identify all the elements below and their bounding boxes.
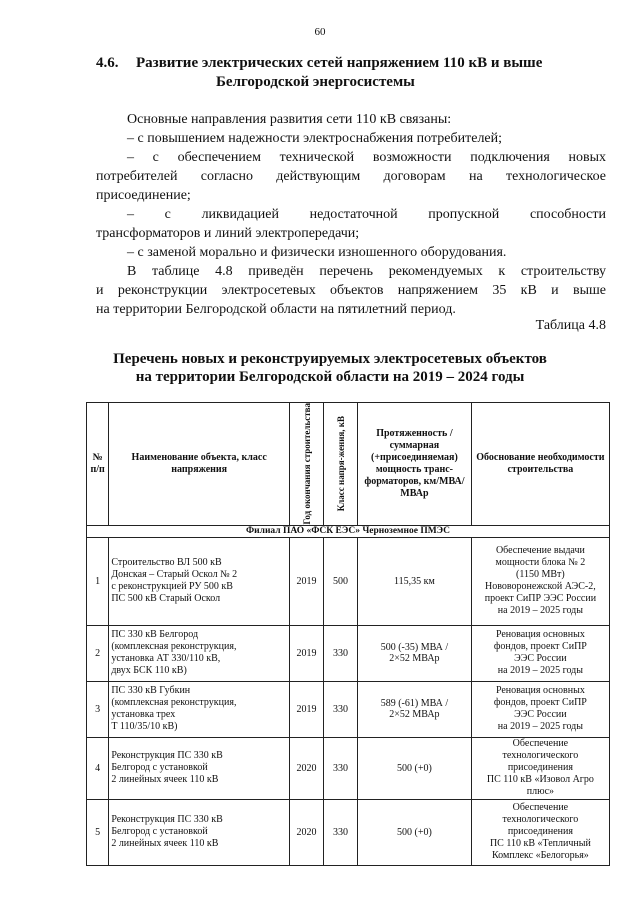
cell-justification-line: фондов, проект СиПР (493, 697, 587, 709)
body-line: – с заменой морально и физически изношенного оборудования. (127, 245, 507, 260)
section-title-line2: Белгородской энергосистемы (216, 74, 415, 90)
cell-name-line: Донская – Старый Оскол № 2 (111, 569, 238, 581)
cell-name (109, 625, 290, 681)
cell-class: 500 (324, 537, 358, 625)
table-row (87, 737, 610, 799)
cell-year: 2020 (290, 799, 324, 865)
cell-name-line: ПС 330 кВ Белгород (111, 629, 199, 641)
cell-justification-line: Обеспечение (512, 802, 569, 814)
cell-name-line: (комплексная реконструкция, (111, 697, 237, 709)
facilities-table (86, 402, 610, 866)
cell-name-line: (комплексная реконструкция, (111, 641, 237, 653)
section-heading (96, 54, 596, 92)
cell-class: 330 (324, 681, 358, 737)
body-line: на территории Белгородской области на пятилетний период. (96, 302, 456, 317)
cell-name-line: Строительство ВЛ 500 кВ (111, 557, 222, 569)
header-year (290, 403, 324, 526)
cell-year: 2019 (290, 681, 324, 737)
cell-name-line: с реконструкцией РУ 500 кВ (111, 581, 233, 593)
cell-justification (471, 537, 609, 625)
cell-justification-line: на 2019 – 2025 годы (497, 721, 583, 733)
cell-name (109, 681, 290, 737)
body-line: трансформаторов и линий электропередачи; (96, 226, 360, 241)
cell-class: 330 (324, 625, 358, 681)
table-row (87, 799, 610, 865)
cell-name-line: ПС 500 кВ Старый Оскол (111, 593, 221, 605)
cell-num: 2 (87, 625, 109, 681)
cell-num: 5 (87, 799, 109, 865)
cell-num: 4 (87, 737, 109, 799)
cell-name-line: Белгород с установкой (111, 826, 208, 838)
table-header-row (87, 403, 610, 526)
cell-justification-line: ЭЭС России (514, 709, 567, 721)
cell-justification-line: (1150 МВт) (516, 569, 565, 581)
cell-name-line: Т 110/35/10 кВ) (111, 721, 178, 733)
cell-justification-line: проект СиПР ЭЭС России (484, 593, 597, 605)
body-line: – с повышением надежности электроснабжения потребителей; (127, 131, 503, 146)
cell-justification-line: на 2019 – 2025 годы (497, 665, 583, 677)
cell-length-line: 589 (-61) МВА / (380, 698, 449, 710)
cell-length (358, 799, 472, 865)
cell-length-line: 500 (-35) МВА / (380, 642, 449, 654)
cell-justification (471, 737, 609, 799)
cell-num: 3 (87, 681, 109, 737)
section-title-line1: Развитие электрических сетей напряжением 110 кВ и выше (136, 55, 543, 71)
header-year-text: Год окончания строительства (301, 403, 312, 525)
body-line: Основные направления развития сети 110 кВ связаны: (127, 112, 452, 127)
cell-year: 2019 (290, 625, 324, 681)
cell-justification-line: фондов, проект СиПР (493, 641, 587, 653)
cell-length (358, 625, 472, 681)
cell-name-line: установка АТ 330/110 кВ, (111, 653, 221, 665)
header-num: № п/п (87, 403, 109, 526)
table-title-line1: Перечень новых и реконструируемых электросетевых объектов (113, 351, 547, 367)
cell-justification-line: присоединения (507, 762, 573, 774)
cell-justification (471, 625, 609, 681)
table-title-line2: на территории Белгородской области на 2019 – 2024 годы (135, 369, 525, 385)
table-title (60, 350, 600, 386)
cell-name-line: ПС 330 кВ Губкин (111, 685, 191, 697)
body-line: – с обеспечением технической возможности подключения новых (127, 150, 606, 165)
cell-justification-line: на 2019 – 2025 годы (497, 605, 583, 617)
cell-length-line: 2×52 МВАр (389, 709, 440, 721)
cell-justification-line: Обеспечение (512, 738, 569, 750)
cell-length-line: 500 (+0) (397, 826, 432, 838)
cell-name-line: установка трех (111, 709, 176, 721)
table-label: Таблица 4.8 (535, 318, 606, 333)
header-class (324, 403, 358, 526)
cell-justification (471, 681, 609, 737)
cell-name-line: двух БСК 110 кВ) (111, 665, 187, 677)
cell-class: 330 (324, 737, 358, 799)
cell-name-line: Реконструкция ПС 330 кВ (111, 814, 223, 826)
cell-name-line: 2 линейных ячеек 110 кВ (111, 774, 219, 786)
header-justification: Обоснование необходимости строительства (471, 403, 609, 526)
header-class-text: Класс напря-жения, кВ (335, 416, 346, 512)
body-line: потребителей согласно действующим договорам на технологическое (96, 169, 606, 184)
page-number: 60 (314, 26, 326, 38)
cell-length-line: 115,35 км (394, 575, 435, 587)
cell-name-line: Белгород с установкой (111, 762, 208, 774)
cell-length-line: 2×52 МВАр (389, 653, 440, 665)
cell-name-line: Реконструкция ПС 330 кВ (111, 750, 223, 762)
cell-year: 2020 (290, 737, 324, 799)
table-row (87, 681, 610, 737)
cell-justification-line: плюс» (526, 786, 555, 798)
cell-length-line: 500 (+0) (397, 762, 432, 774)
cell-year: 2019 (290, 537, 324, 625)
cell-justification-line: ПС 110 кВ «Изовол Агро (486, 774, 594, 786)
cell-num: 1 (87, 537, 109, 625)
cell-justification-line: технологического (502, 814, 579, 826)
table-row (87, 537, 610, 625)
group-label: Филиал ПАО «ФСК ЕЭС» Черноземное ПМЭС (87, 525, 610, 537)
section-number: 4.6. (96, 55, 119, 71)
cell-justification-line: Реновация основных (495, 629, 585, 641)
cell-name (109, 799, 290, 865)
cell-justification-line: ЭЭС России (514, 653, 567, 665)
cell-justification-line: присоединения (507, 826, 573, 838)
body-line: присоединение; (96, 188, 191, 203)
cell-justification-line: Обеспечение выдачи (495, 545, 585, 557)
cell-length (358, 737, 472, 799)
body-line: – с ликвидацией недостаточной пропускной способности (127, 207, 606, 222)
cell-length (358, 681, 472, 737)
cell-length (358, 537, 472, 625)
cell-justification-line: мощности блока № 2 (495, 557, 586, 569)
cell-justification (471, 799, 609, 865)
cell-name-line: 2 линейных ячеек 110 кВ (111, 838, 219, 850)
body-line: и реконструкции электросетевых объектов напряжением 35 кВ и выше (96, 283, 606, 298)
body-line: В таблице 4.8 приведён перечень рекомендуемых к строительству (127, 264, 606, 279)
cell-name (109, 537, 290, 625)
header-length: Протяженность / суммарная (+присоединяемая) мощность транс-форматоров, км/МВА/МВАр (358, 403, 472, 526)
group-row (87, 525, 610, 537)
cell-name (109, 737, 290, 799)
cell-justification-line: технологического (502, 750, 579, 762)
cell-justification-line: Комплекс «Белогорья» (491, 850, 589, 862)
cell-justification-line: ПС 110 кВ «Тепличный (489, 838, 591, 850)
cell-justification-line: Нововоронежской АЭС-2, (485, 581, 596, 593)
header-name: Наименование объекта, класс напряжения (109, 403, 290, 526)
cell-class: 330 (324, 799, 358, 865)
table-row (87, 625, 610, 681)
cell-justification-line: Реновация основных (495, 685, 585, 697)
